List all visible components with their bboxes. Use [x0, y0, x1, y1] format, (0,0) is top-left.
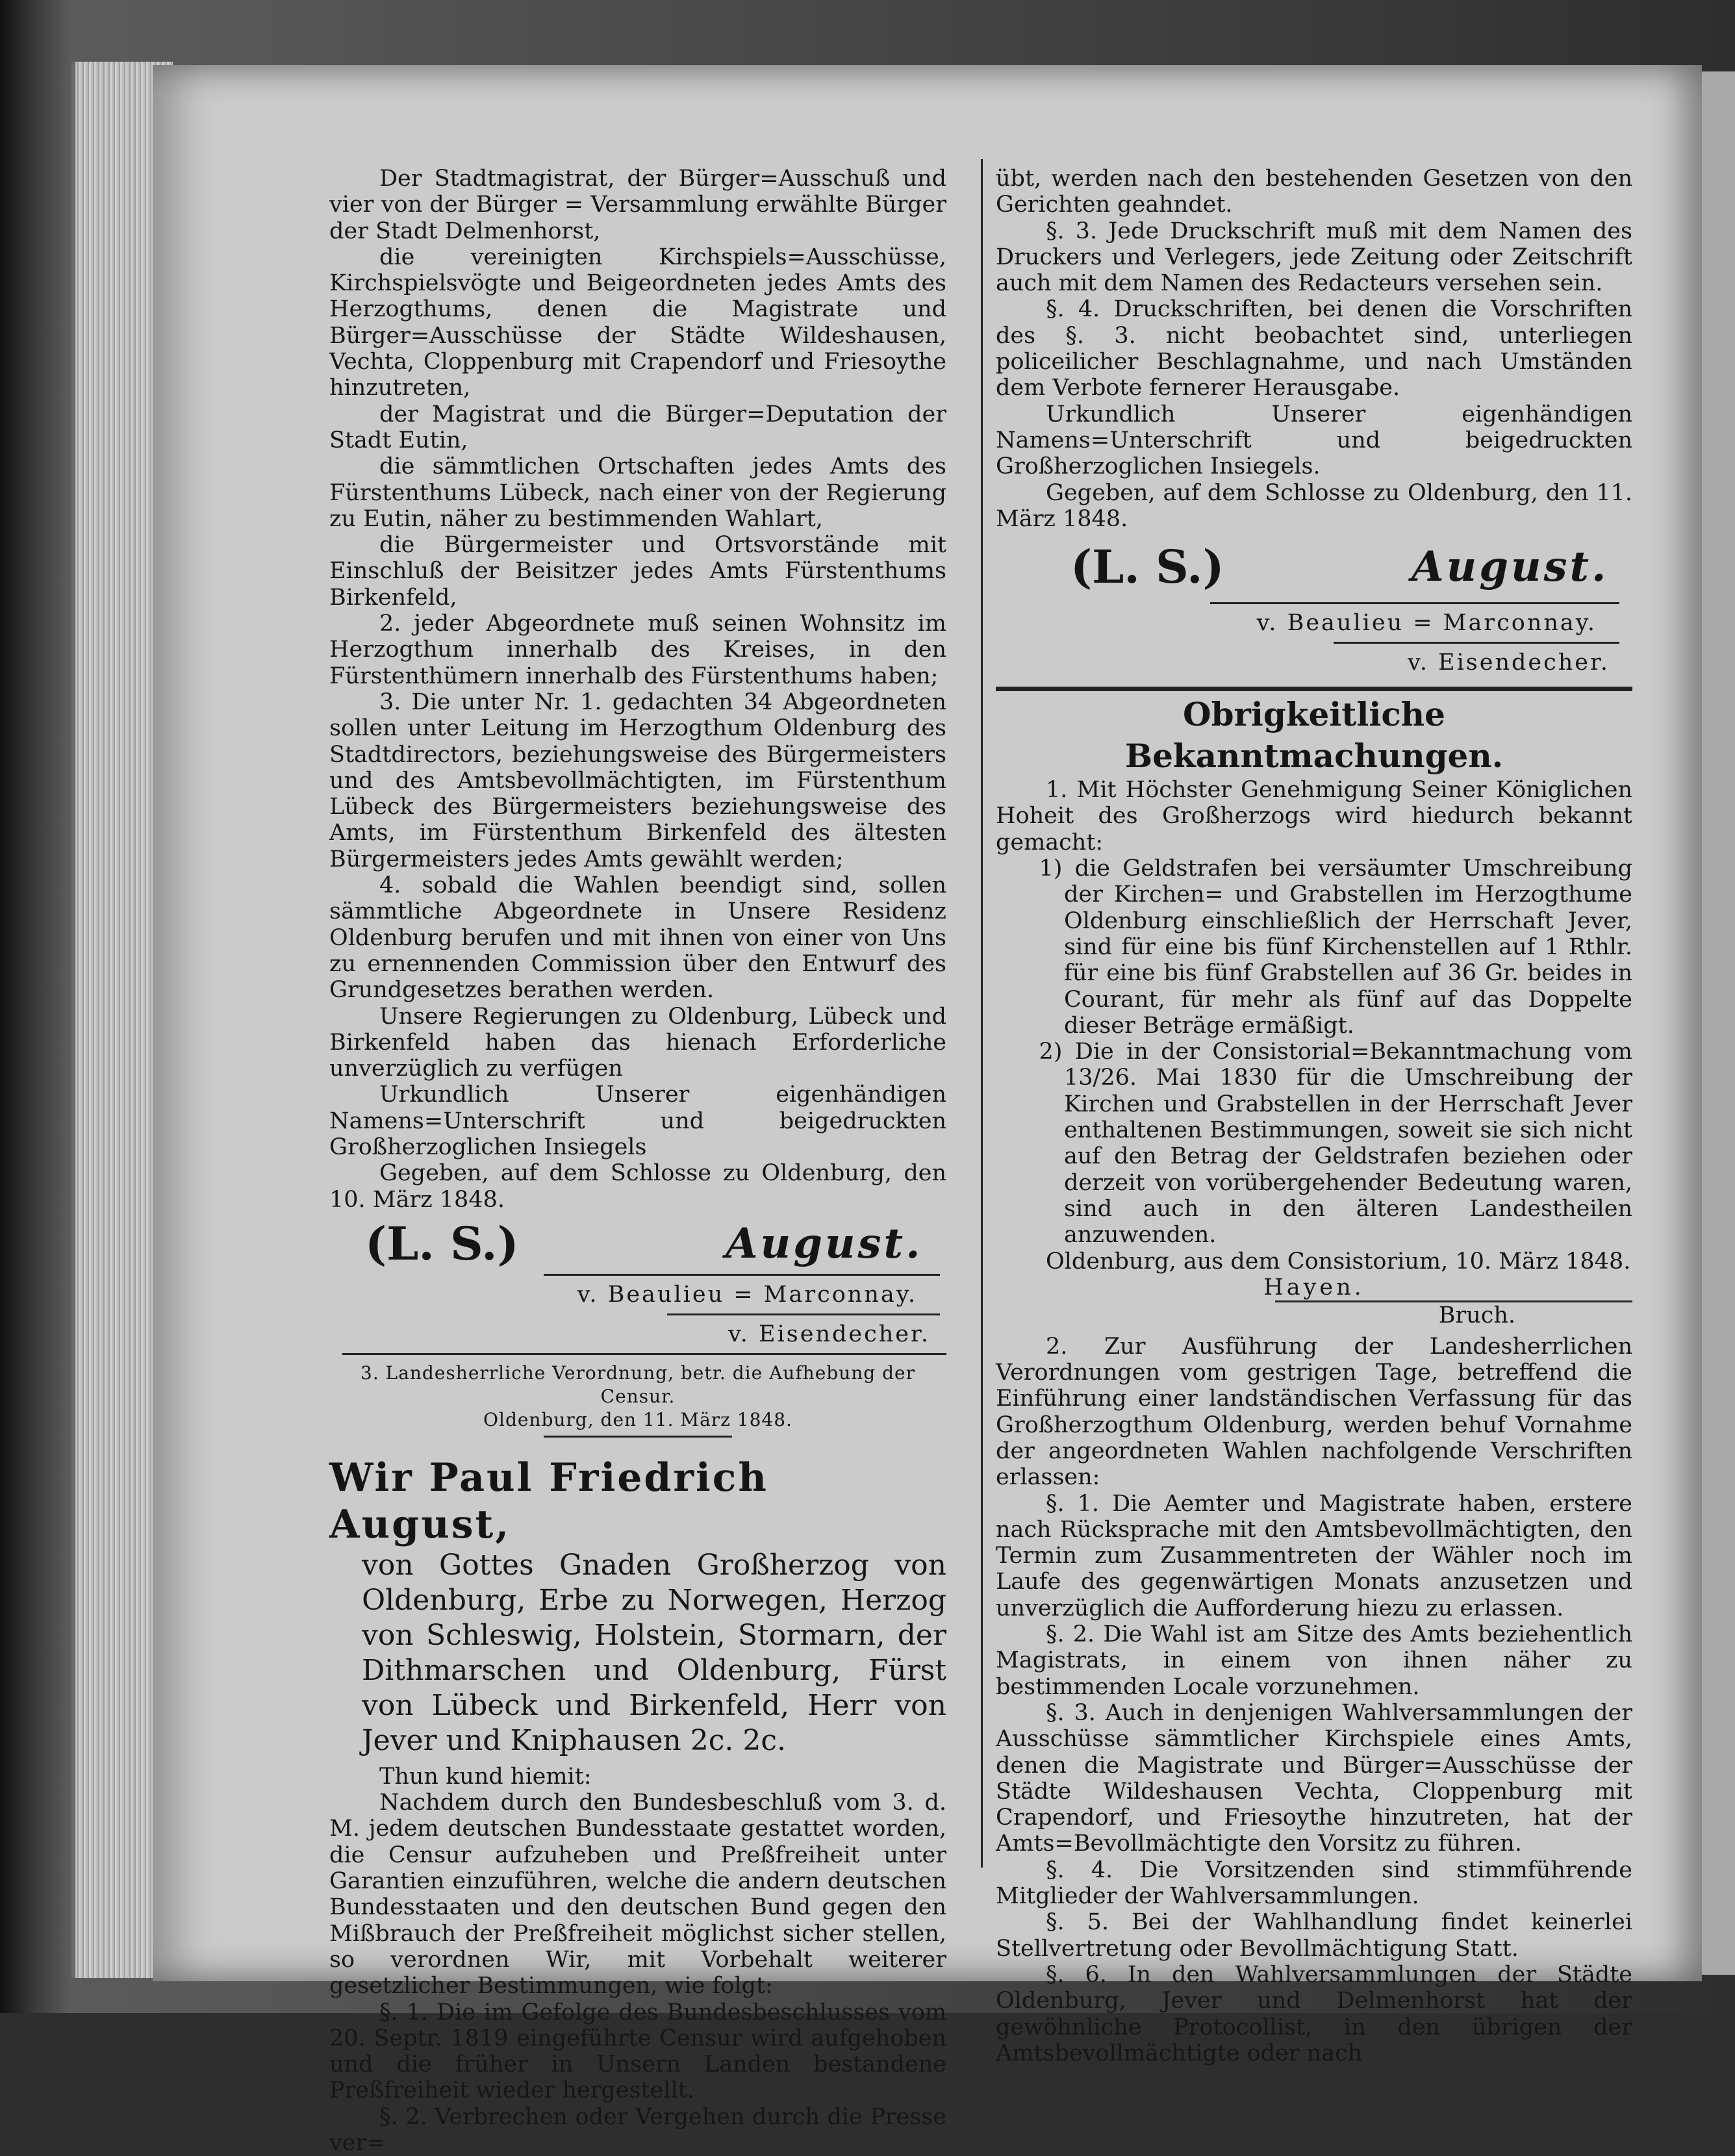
column-divider: [981, 159, 983, 1868]
official-signature: Hayen.: [1263, 1274, 1365, 1300]
section-rule: [342, 1353, 946, 1355]
paragraph: 4. sobald die Wahlen beendigt sind, sollen sämmtliche Abgeordnete in Unsere Residenz Oldenburg berufen und mit ihnen von einer von Uns zu ernennenden Commission über den Entwurf des Grundgesetzes berathen werden.: [329, 872, 946, 1004]
right-column: [996, 166, 1632, 2066]
paragraph: Oldenburg, aus dem Consistorium, 10. März 1848.: [1046, 1248, 1631, 1275]
minister-signature: v. Beaulieu = Marconnay.: [1256, 610, 1597, 637]
official-signature: Bruch.: [1438, 1302, 1515, 1328]
paragraph: übt, werden nach den bestehenden Gesetzen von den Gerichten geahndet.: [996, 166, 1632, 218]
paragraph: §. 3. Auch in denjenigen Wahlversammlungen der Ausschüsse sämmtlicher Kirchspiele eines Amts, denen die Magistrate und Bürger=Ausschüsse der Städte Wildeshausen Vechta, Cloppenburg mit Crapendorf, und Friesoythe hinzutreten, hat der Amts=Bevollmächtigte den Vorsitz zu führen.: [996, 1699, 1632, 1857]
paragraph: der Magistrat und die Bürger=Deputation der Stadt Eutin,: [329, 401, 946, 453]
paragraph: Unsere Regierungen zu Oldenburg, Lübeck und Birkenfeld haben das hienach Erforderliche unverzüglich zu verfügen: [329, 1003, 946, 1082]
paragraph: Thun kund hiemit:: [379, 1763, 592, 1790]
paragraph: Urkundlich Unserer eigenhändigen Namens=Unterschrift und beigedruckten Großherzoglichen Insiegels.: [996, 401, 1632, 480]
paragraph: §. 4. Druckschriften, bei denen die Vorschriften des §. 3. nicht beobachtet sind, unterliegen policeilicher Beschlagnahme, und nach Umständen dem Verbote fernerer Herausgabe.: [996, 296, 1632, 401]
paragraph: Der Stadtmagistrat, der Bürger=Ausschuß und vier von der Bürger = Versammlung erwählte Bürger der Stadt Delmenhorst,: [329, 166, 946, 244]
paragraph: §. 2. Die Wahl ist am Sitze des Amts beziehentlich Magistrats, in einem von ihnen näher zu bestimmenden Locale vorzunehmen.: [996, 1621, 1632, 1700]
minister-signature: v. Beaulieu = Marconnay.: [577, 1281, 917, 1308]
left-column: [329, 166, 946, 2156]
paragraph: 1) die Geldstrafen bei versäumter Umschreibung der Kirchen= und Grabstellen im Herzogthume Oldenburg einschließlich der Herrschaft Jever, sind für eine bis fünf Kirchenstellen auf 1 Rthlr. für eine bis fünf Grabstellen auf 36 Gr. beides in Courant, für mehr als fünf auf das Doppelte dieser Beträge ermäßigt.: [1039, 856, 1632, 1039]
paragraph: Nachdem durch den Bundesbeschluß vom 3. d. M. jedem deutschen Bundesstaate gestattet worden, die Censur aufzuheben und Preßfreiheit unter Garantien einzuführen, welche die andern deutschen Bundesstaaten und den deutschen Bund gegen den Mißbrauch der Preßfreiheit möglichst sicher stellen, so verordnen Wir, mit Vorbehalt weiterer gesetzlicher Bestimmungen, wie folgt:: [329, 1790, 946, 1999]
short-rule: [544, 1436, 732, 1438]
paragraph: die sämmtlichen Ortschaften jedes Amts des Fürstenthums Lübeck, nach einer von der Regierung zu Eutin, näher zu bestimmenden Wahlart,: [329, 453, 946, 532]
paragraph: §. 3. Jede Druckschrift muß mit dem Namen des Druckers und Verlegers, jede Zeitung oder Zeitschrift auch mit dem Namen des Redacteurs versehen sein.: [996, 218, 1632, 297]
section-heading: Obrigkeitliche Bekanntmachungen.: [996, 687, 1632, 777]
paragraph: §. 4. Die Vorsitzenden sind stimmführende Mitglieder der Wahlversammlungen.: [996, 1857, 1632, 1910]
paragraph: §. 1. Die Aemter und Magistrate haben, erstere nach Rücksprache mit den Amtsbevollmächtigten, den Termin zum Zusammentreten der Wähler noch im Laufe des gegenwärtigen Monats anzusetzen und unverzüglich die Aufforderung hiezu zu erlassen.: [996, 1490, 1632, 1621]
paragraph: die vereinigten Kirchspiels=Ausschüsse, Kirchspielsvögte und Beigeordneten jedes Amts des Herzogthums, denen die Magistrate und Bürger=Ausschüsse der Städte Wildeshausen, Vechta, Cloppenburg mit Crapendorf und Friesoythe hinzutreten,: [329, 244, 946, 401]
decree-heading: Wir Paul Friedrich August,: [329, 1454, 768, 1547]
paragraph: 2) Die in der Consistorial=Bekanntmachung vom 13/26. Mai 1830 für die Umschreibung der Kirchen und Grabstellen in der Herrschaft Jever enthaltenen Bestimmungen, soweit sie sich nicht auf den Betrag der Geldstrafen beziehen oder derzeit von vorübergehender Bedeutung waren, sind auch in den älteren Landestheilen anzuwenden.: [1039, 1039, 1632, 1249]
paragraph: 2. jeder Abgeordnete muß seinen Wohnsitz im Herzogthum innerhalb des Kreises, in den Fürstenthümern innerhalb des Fürstenthums haben;: [329, 611, 946, 689]
minister-signature: v. Eisendecher.: [728, 1321, 930, 1347]
seal-mark: (L. S.): [365, 1216, 519, 1271]
sovereign-signature: August.: [726, 1219, 923, 1268]
paragraph: Gegeben, auf dem Schlosse zu Oldenburg, den 10. März 1848.: [329, 1160, 946, 1213]
minister-signature: v. Eisendecher.: [1408, 650, 1610, 676]
ordinance-title: 3. Landesherrliche Verordnung, betr. die Aufhebung der Censur.: [361, 1362, 915, 1407]
paragraph: 2. Zur Ausführung der Landesherrlichen Verordnungen vom gestrigen Tage, betreffend die Einführung einer landständischen Verfassung für das Großherzogthum Oldenburg, werden behuf Vornahme der angeordneten Wahlen nachfolgende Verschriften erlassen:: [996, 1333, 1632, 1491]
ordinance-date: Oldenburg, den 11. März 1848.: [483, 1408, 792, 1430]
paragraph: §. 6. In den Wahlversammlungen der Städte Oldenburg, Jever und Delmenhorst hat der gewöhnliche Protocollist, in den übrigen der Amtsbevollmächtigte oder nach: [996, 1961, 1632, 2066]
paragraph: 1. Mit Höchster Genehmigung Seiner Königlichen Hoheit des Großherzogs wird hiedurch bekannt gemacht:: [996, 777, 1632, 856]
paragraph: 3. Die unter Nr. 1. gedachten 34 Abgeordneten sollen unter Leitung im Herzogthum Oldenburg des Stadtdirectors, beziehungsweise des Bürgermeisters und des Amtsbevollmächtigten, im Fürstenthum Lübeck des Bürgermeisters beziehungsweise des Amts, im Fürstenthum Birkenfeld des ältesten Bürgermeisters jedes Amts gewählt werden;: [329, 689, 946, 872]
paragraph: §. 5. Bei der Wahlhandlung findet keinerlei Stellvertretung oder Bevollmächtigung Statt.: [996, 1909, 1632, 1962]
sovereign-signature: August.: [1412, 542, 1609, 592]
seal-mark: (L. S.): [1070, 540, 1224, 594]
paragraph: §. 2. Verbrechen oder Vergehen durch die Presse ver=: [329, 2103, 946, 2156]
paragraph: die Bürgermeister und Ortsvorstände mit Einschluß der Beisitzer jedes Amts Fürstenthums Birkenfeld,: [329, 532, 946, 611]
paragraph: Gegeben, auf dem Schlosse zu Oldenburg, den 11. März 1848.: [996, 479, 1632, 532]
paragraph: Urkundlich Unserer eigenhändigen Namens=Unterschrift und beigedruckten Großherzoglichen Insiegels: [329, 1082, 946, 1160]
signature-block: [329, 1217, 946, 1274]
sovereign-titles: von Gottes Gnaden Großherzog von Oldenburg, Erbe zu Norwegen, Herzog von Schleswig, Holstein, Stormarn, der Dithmarschen und Oldenburg, Fürst von Lübeck und Birkenfeld, Herr von Jever und Kniphausen 2c. 2c.: [362, 1548, 946, 1757]
paragraph: §. 1. Die im Gefolge des Bundesbeschlusses vom 20. Septr. 1819 eingeführte Censur wird aufgehoben und die früher in Unsern Landen bestandene Preßfreiheit wieder hergestellt.: [329, 1999, 946, 2104]
signature-block: [996, 540, 1632, 602]
